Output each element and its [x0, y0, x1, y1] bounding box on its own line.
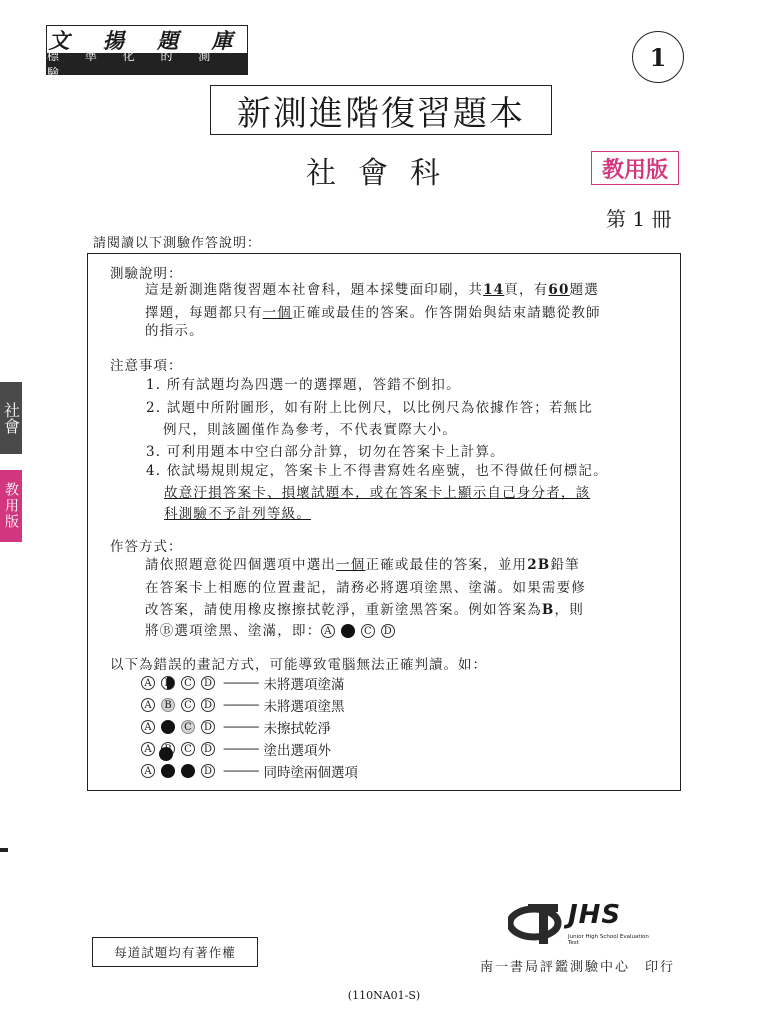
bubble-a: A: [141, 764, 155, 778]
page-title: 新測進階復習題本: [210, 85, 552, 135]
bubble-d: D: [201, 676, 215, 690]
text: 改答案，請使用橡皮擦擦拭乾淨，重新塗黑答案。例如答案為: [145, 602, 542, 618]
text: 將Ⓑ選項塗黑、塗滿，即：: [145, 623, 322, 639]
edition-side-tab: 教用版: [0, 470, 22, 542]
note-item-4: 4. 依試場規則規定，答案卡上不得書寫姓名座號，也不得做任何標記。: [146, 463, 608, 479]
section-title-explain: 測驗說明：: [110, 266, 183, 282]
brand-name: JHS: [568, 900, 622, 930]
emphasis: 一個: [336, 557, 366, 573]
bubble-a: A: [321, 624, 335, 638]
method-line-1: [145, 555, 580, 575]
dash: ———: [223, 697, 258, 713]
text: 題選: [569, 282, 599, 298]
publisher-logo: [46, 25, 248, 80]
text: 擇題，每題都只有: [145, 305, 263, 321]
wrong-mark-example-3: [141, 717, 331, 737]
dash: ———: [223, 719, 258, 735]
bubble-c-smudged: C: [181, 720, 195, 734]
method-line-4: [145, 621, 401, 641]
edition-badge: 教用版: [591, 151, 679, 185]
instructions-box: [87, 253, 681, 791]
question-count: 60: [548, 282, 570, 298]
subject-title: 社會科: [306, 156, 462, 191]
bubble-a: A: [141, 742, 155, 756]
bubble-d: D: [201, 742, 215, 756]
text: 頁，有: [504, 282, 549, 298]
document-code: (110NA01-S): [347, 989, 421, 1002]
bubble-a: A: [141, 720, 155, 734]
margin-tick-mark: [0, 848, 8, 852]
example-answer: B: [541, 602, 555, 618]
section-title-notes: 注意事項：: [110, 358, 183, 374]
bubble-d: D: [201, 720, 215, 734]
explain-line-3: 的指示。: [145, 323, 204, 339]
text: 正確或最佳的答案。作答開始與結束請聽從教師: [292, 305, 601, 321]
bubble-a: A: [141, 698, 155, 712]
bubble-b-filled: [161, 764, 175, 778]
wrong-mark-example-5: [141, 761, 358, 781]
note-item-2: 2. 試題中所附圖形，如有附上比例尺，以比例尺為依據作答；若無比: [146, 400, 594, 416]
etest-logo-icon: [508, 898, 568, 948]
out-of-bounds-mark: [159, 747, 173, 761]
bubble-a: A: [141, 676, 155, 690]
wrong-mark-example-1: [141, 673, 345, 693]
bubble-c: C: [361, 624, 375, 638]
logo-tagline: 標 準 化 的 測 驗: [47, 53, 247, 74]
explain-line-2: [145, 303, 601, 323]
section-title-wrong-marks: 以下為錯誤的畫記方式，可能導致電腦無法正確判讀。如：: [110, 657, 487, 673]
bubble-c-filled: [181, 764, 195, 778]
text: 這是新測進階復習題本社會科，題本採雙面印刷，共: [145, 282, 484, 298]
text: 請依照題意從四個選項中選出: [145, 557, 337, 573]
wrong-mark-label: 未擦拭乾淨: [263, 721, 331, 737]
wrong-mark-label: 同時塗兩個選項: [263, 765, 358, 781]
note-item-3: 3. 可利用題本中空白部分計算，切勿在答案卡上計算。: [146, 444, 505, 460]
bubble-c: C: [181, 698, 195, 712]
printer-credit: 南一書局評鑑測驗中心 印行: [480, 960, 676, 975]
copyright-notice: 每道試題均有著作權: [92, 937, 258, 967]
note-item-4-warning-cont: 科測驗不予計列等級。: [164, 506, 311, 522]
explain-line-1: [145, 280, 599, 300]
wrong-mark-example-2: [141, 695, 345, 715]
wrong-mark-label: 未將選項塗滿: [263, 677, 345, 693]
text: 鉛筆: [550, 557, 580, 573]
dash: ———: [223, 675, 258, 691]
wrong-mark-label: 未將選項塗黑: [263, 699, 345, 715]
bubble-d: D: [381, 624, 395, 638]
subject-side-tab: 社會: [0, 382, 22, 454]
dash: ———: [223, 763, 258, 779]
intro-text: 請閱讀以下測驗作答說明：: [93, 236, 262, 251]
note-item-4-warning: 故意汙損答案卡、損壞試題本，或在答案卡上顯示自己身分者，該: [164, 485, 591, 501]
bubble-b-light: B: [161, 698, 175, 712]
bubble-b-filled: [161, 720, 175, 734]
wrong-mark-label: 塗出選項外: [263, 743, 331, 759]
bubble-b-partial: B: [161, 676, 175, 690]
page-count: 14: [483, 282, 505, 298]
volume-number-badge: 1: [632, 31, 684, 83]
pencil-grade: 2B: [527, 557, 551, 573]
publisher-brand-logo: [508, 898, 658, 948]
dash: ———: [223, 741, 258, 757]
note-item-2-cont: 例尺，則該圖僅作為參考，不代表實際大小。: [163, 422, 457, 438]
emphasis: 一個: [262, 305, 293, 321]
method-line-3: [145, 600, 584, 620]
text: ，則: [554, 602, 584, 618]
bubble-c: C: [181, 676, 195, 690]
text: 正確或最佳的答案，並用: [365, 557, 528, 573]
brand-subtitle: Junior High School Evaluation Test: [568, 934, 649, 946]
bubble-d: D: [201, 698, 215, 712]
bubble-d: D: [201, 764, 215, 778]
note-item-1: 1. 所有試題均為四選一的選擇題，答錯不倒扣。: [146, 377, 461, 393]
bubble-b-filled: [341, 624, 355, 638]
volume-label: 第 1 冊: [606, 207, 672, 231]
bubble-c: C: [181, 742, 195, 756]
method-line-2: 在答案卡上相應的位置畫記，請務必將選項塗黑、塗滿。如果需要修: [145, 580, 586, 596]
logo-title: 文 揚 題 庫: [48, 27, 246, 53]
section-title-method: 作答方式：: [110, 539, 183, 555]
